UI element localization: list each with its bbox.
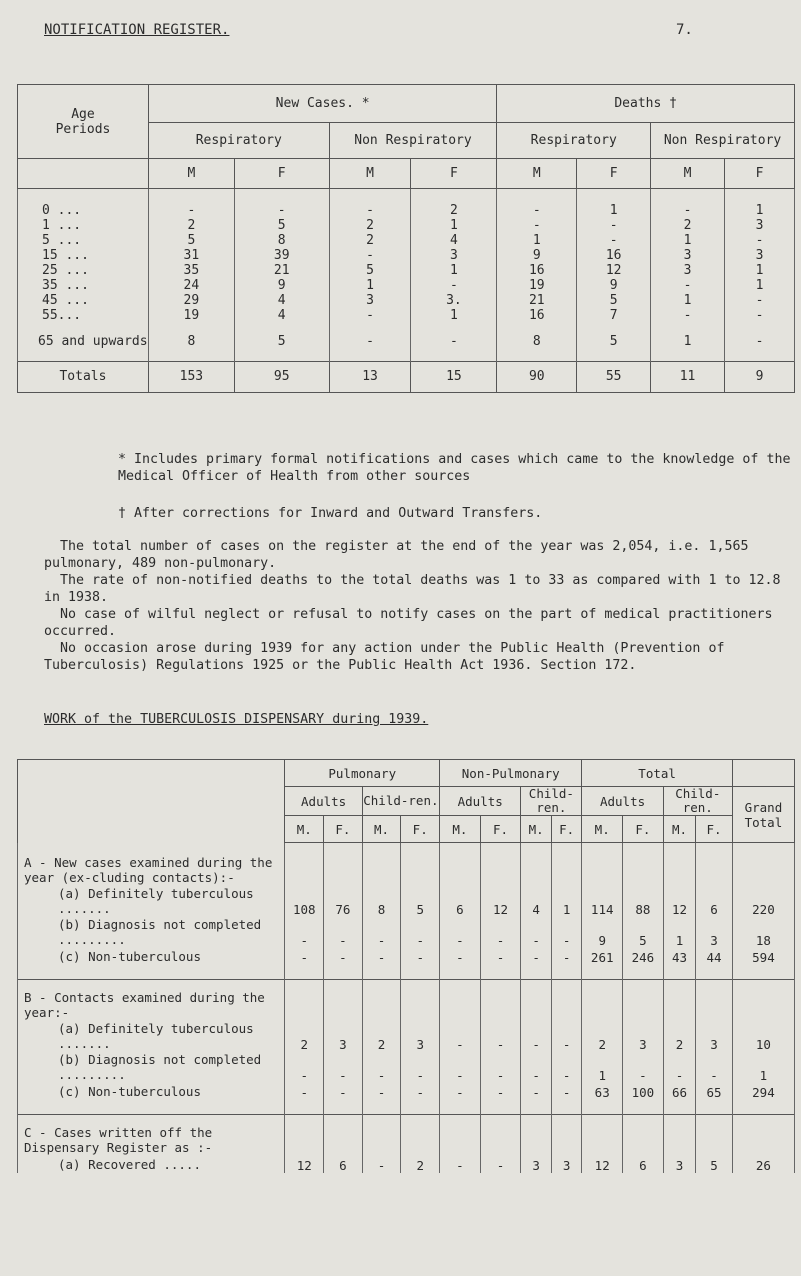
table-cell: 16 (497, 263, 577, 278)
table-cell: 1 (725, 263, 795, 278)
table-cell: - (497, 203, 577, 218)
table-cell: 29 (148, 293, 234, 308)
table-cell: 3 (551, 1156, 582, 1173)
section-heading-row (18, 843, 795, 886)
sex-f-header: F (577, 159, 651, 189)
table-cell: 3. (411, 293, 497, 308)
sex-m-header: M. (362, 816, 401, 843)
table-cell: 3 (623, 1021, 664, 1052)
table-cell: - (440, 1021, 481, 1052)
table-cell: - (696, 1052, 733, 1083)
age-label: 0 ... (18, 203, 149, 218)
table-cell: 12 (582, 1156, 623, 1173)
table-row (18, 218, 795, 233)
table-cell: - (480, 1156, 521, 1173)
table-row (18, 293, 795, 308)
table-cell: 12 (577, 263, 651, 278)
table-cell: - (725, 323, 795, 361)
children-header: Child-ren. (663, 787, 732, 816)
table-cell: 5 (577, 323, 651, 361)
table-cell: - (148, 203, 234, 218)
row-label: (b) Diagnosis not completed ......... (18, 1052, 285, 1083)
table-cell: 65 (696, 1083, 733, 1100)
table-cell: 1 (651, 293, 725, 308)
paragraph: No case of wilful neglect or refusal to notify cases on the part of medical practitioners occurred. (44, 607, 773, 639)
row-label: (c) Non-tuberculous (18, 1083, 285, 1100)
table-row (18, 263, 795, 278)
table-cell: 9 (497, 248, 577, 263)
table-cell: 594 (732, 948, 794, 965)
table-cell: - (324, 917, 363, 948)
table-cell: 4 (234, 308, 329, 323)
table-cell: - (401, 1083, 440, 1100)
table-cell: 16 (497, 308, 577, 323)
table-cell: - (411, 323, 497, 361)
footnote-star: * Includes primary formal notifications and cases which came to the knowledge of the Medical Officer of Health from other sources (118, 452, 791, 484)
table-cell: 3 (401, 1021, 440, 1052)
table-cell: 5 (623, 917, 664, 948)
table-cell: 2 (411, 203, 497, 218)
table-cell: - (362, 948, 401, 965)
table-cell: - (411, 278, 497, 293)
adults-header: Adults (440, 787, 521, 816)
row-label: (c) Non-tuberculous (18, 948, 285, 965)
table-cell: 10 (732, 1021, 794, 1052)
table-cell: 31 (148, 248, 234, 263)
totals-row (18, 361, 795, 392)
table-cell: 5 (234, 323, 329, 361)
table-cell: 26 (732, 1156, 794, 1173)
table-cell: - (401, 917, 440, 948)
table-cell: - (551, 948, 582, 965)
table-cell: - (551, 1021, 582, 1052)
age-label: 1 ... (18, 218, 149, 233)
table-cell: 15 (411, 361, 497, 392)
row-label: (a) Recovered ..... (18, 1156, 285, 1173)
sex-f-header: F (411, 159, 497, 189)
table-cell: 3 (521, 1156, 552, 1173)
deaths-non-respiratory-header: Non Respiratory (651, 123, 795, 159)
table-cell: 13 (329, 361, 411, 392)
blank-header (18, 760, 285, 843)
age-label: 35 ... (18, 278, 149, 293)
table-cell: - (480, 1052, 521, 1083)
dispensary-title: WORK of the TUBERCULOSIS DISPENSARY during 1939. (44, 712, 429, 727)
table-cell: 19 (148, 308, 234, 323)
sex-f-header: F. (401, 816, 440, 843)
age-label: 55... (18, 308, 149, 323)
table-cell: 8 (234, 233, 329, 248)
table-cell: - (329, 308, 411, 323)
table-cell: 21 (234, 263, 329, 278)
table-cell: 2 (329, 218, 411, 233)
sex-m-header: M (651, 159, 725, 189)
table-cell: 3 (696, 1021, 733, 1052)
table-cell: 39 (234, 248, 329, 263)
children-header: Child-ren. (521, 787, 582, 816)
table-cell: 1 (651, 233, 725, 248)
table-cell: 2 (582, 1021, 623, 1052)
table-cell: - (651, 308, 725, 323)
table-row (18, 248, 795, 263)
table-cell: 7 (577, 308, 651, 323)
table-cell: - (521, 1083, 552, 1100)
table-cell: - (521, 917, 552, 948)
table-cell: 2 (401, 1156, 440, 1173)
table-cell: 261 (582, 948, 623, 965)
sex-f-header: F (234, 159, 329, 189)
table-cell: 114 (582, 886, 623, 917)
table-cell: - (324, 948, 363, 965)
age-periods-header: Age Periods (18, 85, 149, 159)
table-cell: - (577, 218, 651, 233)
table-cell: 5 (234, 218, 329, 233)
table-cell: 1 (732, 1052, 794, 1083)
table-cell: - (329, 248, 411, 263)
table-cell: 6 (696, 886, 733, 917)
blank-header (18, 159, 149, 189)
table-cell: 1 (725, 278, 795, 293)
table-cell: 3 (651, 248, 725, 263)
table-cell: 88 (623, 886, 664, 917)
sex-f-header: F. (623, 816, 664, 843)
table-cell: 12 (663, 886, 696, 917)
table-cell: - (497, 218, 577, 233)
table-cell: 43 (663, 948, 696, 965)
table-cell: 95 (234, 361, 329, 392)
table-cell: - (521, 1021, 552, 1052)
table-row (18, 1052, 795, 1083)
table-cell: 5 (329, 263, 411, 278)
row-label: (b) Diagnosis not completed ......... (18, 917, 285, 948)
non-pulmonary-header: Non-Pulmonary (440, 760, 582, 787)
table-cell: 9 (725, 361, 795, 392)
totals-label: Totals (18, 361, 149, 392)
table-row (18, 308, 795, 323)
total-header: Total (582, 760, 732, 787)
section-heading: A - New cases examined during the year (ex-cluding contacts):- (18, 843, 285, 886)
table-cell: 5 (148, 233, 234, 248)
sex-f-header: F. (696, 816, 733, 843)
table-cell: 24 (148, 278, 234, 293)
dispensary-table (17, 759, 795, 1173)
table-cell: - (285, 1083, 324, 1100)
age-label: 45 ... (18, 293, 149, 308)
table-cell: 3 (324, 1021, 363, 1052)
notification-table (17, 84, 795, 393)
table-cell: 108 (285, 886, 324, 917)
table-cell: 5 (577, 293, 651, 308)
table-cell: - (551, 1083, 582, 1100)
sex-f-header: F. (480, 816, 521, 843)
new-non-respiratory-header: Non Respiratory (329, 123, 497, 159)
table-cell: - (285, 917, 324, 948)
table-cell: 3 (651, 263, 725, 278)
children-header: Child-ren. (362, 787, 439, 816)
table-cell: 1 (411, 218, 497, 233)
table-cell: 3 (329, 293, 411, 308)
table-cell: 246 (623, 948, 664, 965)
table-cell: 1 (577, 203, 651, 218)
deaths-respiratory-header: Respiratory (497, 123, 651, 159)
table-cell: 63 (582, 1083, 623, 1100)
table-cell: - (725, 233, 795, 248)
table-cell: 35 (148, 263, 234, 278)
table-row (18, 1156, 795, 1173)
table-row (18, 233, 795, 248)
table-cell: 16 (577, 248, 651, 263)
section-heading: B - Contacts examined during the year:- (18, 979, 285, 1021)
table-cell: - (440, 948, 481, 965)
table-row (18, 917, 795, 948)
table-cell: 3 (663, 1156, 696, 1173)
table-row (18, 278, 795, 293)
table-cell: 1 (582, 1052, 623, 1083)
table-cell: - (324, 1083, 363, 1100)
age-label: 5 ... (18, 233, 149, 248)
table-cell: 220 (732, 886, 794, 917)
blank-header (732, 760, 794, 787)
table-cell: 11 (651, 361, 725, 392)
table-cell: - (440, 1156, 481, 1173)
sex-m-header: M. (521, 816, 552, 843)
table-cell: - (725, 308, 795, 323)
footnote-dagger: † After corrections for Inward and Outward Transfers. (118, 506, 543, 521)
table-cell: 19 (497, 278, 577, 293)
table-cell: 8 (148, 323, 234, 361)
table-cell: 2 (362, 1021, 401, 1052)
table-row (18, 1083, 795, 1100)
table-cell: - (401, 948, 440, 965)
table-cell: - (480, 1083, 521, 1100)
table-cell: 3 (411, 248, 497, 263)
table-cell: - (324, 1052, 363, 1083)
table-cell: 6 (440, 886, 481, 917)
table-cell: 9 (582, 917, 623, 948)
table-cell: 1 (551, 886, 582, 917)
section-heading-row (18, 1114, 795, 1156)
table-cell: 2 (285, 1021, 324, 1052)
table-cell: 3 (725, 218, 795, 233)
age-label: 25 ... (18, 263, 149, 278)
table-cell: 2 (329, 233, 411, 248)
page-number: 7. (676, 22, 693, 38)
table-cell: - (329, 203, 411, 218)
table-cell: - (362, 1052, 401, 1083)
table-cell: 9 (234, 278, 329, 293)
age-label: 15 ... (18, 248, 149, 263)
table-cell: - (651, 203, 725, 218)
sex-f-header: F (725, 159, 795, 189)
table-cell: - (440, 1052, 481, 1083)
table-cell: 2 (663, 1021, 696, 1052)
table-cell: - (651, 278, 725, 293)
table-row (18, 1021, 795, 1052)
pulmonary-header: Pulmonary (285, 760, 440, 787)
table-cell: - (521, 1052, 552, 1083)
table-cell: 1 (411, 263, 497, 278)
table-cell: - (234, 203, 329, 218)
table-cell: 1 (651, 323, 725, 361)
table-cell: - (362, 917, 401, 948)
sex-f-header: F. (551, 816, 582, 843)
table-cell: 55 (577, 361, 651, 392)
table-cell: 12 (285, 1156, 324, 1173)
row-label: (a) Definitely tuberculous ....... (18, 886, 285, 917)
table-cell: - (362, 1156, 401, 1173)
table-cell: 1 (663, 917, 696, 948)
table-cell: 4 (521, 886, 552, 917)
table-cell: 76 (324, 886, 363, 917)
table-cell: 1 (497, 233, 577, 248)
adults-header: Adults (285, 787, 362, 816)
table-cell: 1 (725, 203, 795, 218)
section-heading-row (18, 979, 795, 1021)
table-cell: - (521, 948, 552, 965)
table-cell: 5 (401, 886, 440, 917)
table-cell: - (551, 917, 582, 948)
table-cell: 2 (148, 218, 234, 233)
table-cell: - (623, 1052, 664, 1083)
paragraph: The rate of non-notified deaths to the total deaths was 1 to 33 as compared with 1 to 12.8 in 1938. (44, 573, 781, 605)
table-cell: 5 (696, 1156, 733, 1173)
table-cell: 18 (732, 917, 794, 948)
table-cell: - (551, 1052, 582, 1083)
row-label: (a) Definitely tuberculous ....... (18, 1021, 285, 1052)
table-cell: 294 (732, 1083, 794, 1100)
table-cell: 100 (623, 1083, 664, 1100)
table-cell: - (285, 948, 324, 965)
table-cell: 44 (696, 948, 733, 965)
table-cell: - (480, 917, 521, 948)
table-cell: 90 (497, 361, 577, 392)
sex-m-header: M. (440, 816, 481, 843)
table-row (18, 886, 795, 917)
table-cell: 66 (663, 1083, 696, 1100)
table-cell: - (480, 948, 521, 965)
new-cases-header: New Cases. * (148, 85, 496, 123)
new-respiratory-header: Respiratory (148, 123, 329, 159)
table-cell: 3 (696, 917, 733, 948)
table-cell: - (285, 1052, 324, 1083)
table-cell: - (440, 917, 481, 948)
sex-f-header: F. (324, 816, 363, 843)
table-cell: 4 (411, 233, 497, 248)
adults-header: Adults (582, 787, 663, 816)
table-cell: - (577, 233, 651, 248)
table-cell: - (725, 293, 795, 308)
paragraph: The total number of cases on the register at the end of the year was 2,054, i.e. 1,565 pulmonary, 489 non-pulmonary. (44, 539, 749, 571)
deaths-header: Deaths † (497, 85, 795, 123)
grand-total-header: Grand Total (732, 787, 794, 843)
section-heading: C - Cases written off the Dispensary Register as :- (18, 1114, 285, 1156)
age-label: 65 and upwards (18, 323, 149, 361)
table-cell: 6 (623, 1156, 664, 1173)
sex-m-header: M. (663, 816, 696, 843)
table-cell: - (329, 323, 411, 361)
table-row (18, 203, 795, 218)
sex-m-header: M. (582, 816, 623, 843)
table-cell: - (480, 1021, 521, 1052)
table-cell: 12 (480, 886, 521, 917)
table-cell: 9 (577, 278, 651, 293)
sex-m-header: M (497, 159, 577, 189)
table-cell: 4 (234, 293, 329, 308)
table-cell: 1 (329, 278, 411, 293)
table-cell: - (663, 1052, 696, 1083)
paragraph: No occasion arose during 1939 for any action under the Public Health (Prevention of Tuberculosis) Regulations 1925 or the Public Health Act 1936. Section 172. (44, 641, 725, 673)
table-cell: 21 (497, 293, 577, 308)
table-row (18, 948, 795, 965)
sex-m-header: M (329, 159, 411, 189)
sex-m-header: M. (285, 816, 324, 843)
table-cell: 153 (148, 361, 234, 392)
table-cell: 2 (651, 218, 725, 233)
sex-m-header: M (148, 159, 234, 189)
table-cell: 8 (497, 323, 577, 361)
page-title: NOTIFICATION REGISTER. (44, 22, 230, 38)
table-cell: - (401, 1052, 440, 1083)
table-cell: 6 (324, 1156, 363, 1173)
table-cell: - (362, 1083, 401, 1100)
table-cell: 1 (411, 308, 497, 323)
table-cell: 8 (362, 886, 401, 917)
table-cell: 3 (725, 248, 795, 263)
table-cell: - (440, 1083, 481, 1100)
